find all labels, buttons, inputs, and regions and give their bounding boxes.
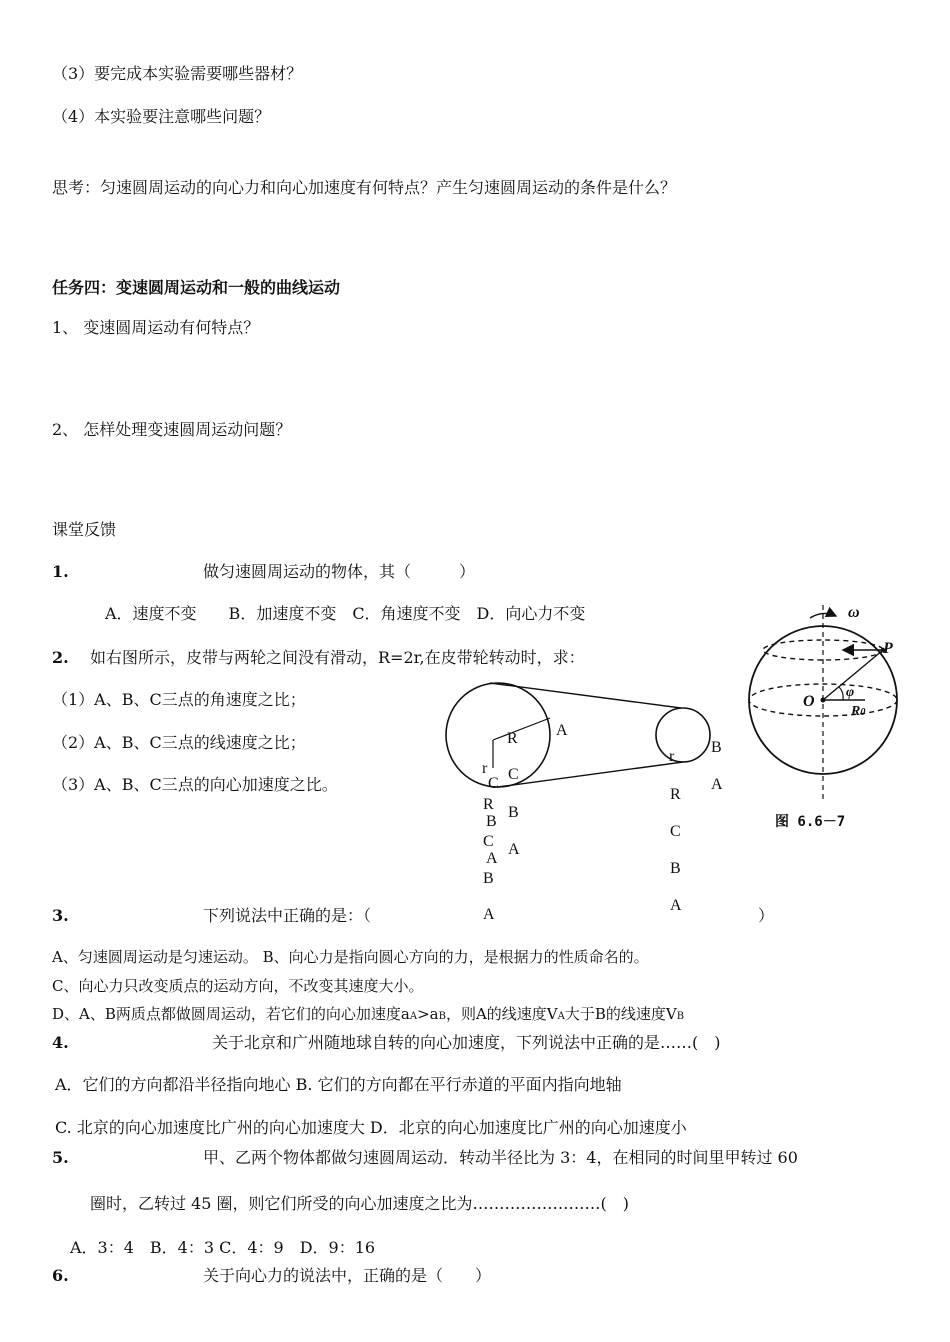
belt-top [490, 683, 681, 708]
task4-item-2: 2、 怎样处理变速圆周运动问题？ [52, 420, 292, 439]
problem-3-stem: 下列说法中正确的是：（ [203, 906, 372, 925]
belt-label-small-B: B [711, 739, 722, 756]
problem-1-stem: 做匀速圆周运动的物体，其（ ） [203, 562, 476, 581]
belt-label-r: r [482, 760, 488, 777]
belt-label-A: A [556, 722, 568, 739]
globe-caption: 图 6.6－7 [775, 814, 846, 830]
question-3: （3）要完成本实验需要哪些器材？ [52, 64, 303, 83]
problem-2-sub-2: （2）A、B、C三点的线速度之比； [52, 733, 306, 752]
belt-label-col2-A: A [670, 897, 682, 914]
problem-3-close: ） [758, 906, 775, 925]
problem-2-sub-1: （1）A、B、C三点的角速度之比； [52, 690, 306, 709]
globe-diagram [740, 600, 910, 800]
big-pulley [446, 683, 550, 787]
belt-label-col2-R: R [670, 786, 681, 803]
small-pulley [656, 708, 710, 762]
belt-label-B1: B [486, 813, 497, 830]
problem-6-number: 6. [52, 1266, 69, 1285]
problem-3-number: 3. [52, 906, 69, 925]
belt-bottom [498, 762, 683, 787]
problem-6-stem: 关于向心力的说法中，正确的是（ ） [203, 1266, 492, 1285]
globe-phi-label: φ [846, 685, 855, 700]
globe-omega-label: ω [848, 604, 860, 621]
belt-pulley-diagram [440, 680, 720, 800]
task4-item-1: 1、 变速圆周运动有何特点？ [52, 318, 260, 337]
problem-5-number: 5. [52, 1148, 69, 1167]
problem-5-stem: 甲、乙两个物体都做匀速圆周运动．转动半径比为 3：4，在相同的时间里甲转过 60 [203, 1148, 798, 1167]
belt-label-C2: C [483, 833, 494, 850]
problem-2-number: 2. [52, 648, 69, 667]
belt-label-A3: A [483, 906, 495, 923]
belt-label-C1: C [488, 775, 499, 792]
globe-O-label: O [803, 693, 815, 710]
belt-label-A1: A [486, 850, 498, 867]
belt-label-R2: R [483, 796, 494, 813]
problem-4-stem: 关于北京和广州随地球自转的向心加速度，下列说法中正确的是……( ) [212, 1033, 721, 1052]
problem-2-stem: 如右图所示，皮带与两轮之间没有滑动，R=2r,在皮带轮转动时，求： [90, 648, 585, 667]
problem-3-option-c: C、向心力只改变质点的运动方向，不改变其速度大小。 [52, 977, 424, 995]
task4-title: 任务四：变速圆周运动和一般的曲线运动 [52, 278, 341, 297]
problem-4-option-cd: C. 北京的向心加速度比广州的向心加速度大 D．北京的向心加速度比广州的向心加速度小 [55, 1118, 687, 1137]
belt-label-R: R [507, 730, 518, 747]
problem-5-stem-cont: 圈时，乙转过 45 圈，则它们所受的向心加速度之比为……………………( ) [90, 1194, 630, 1213]
big-radius-line [493, 718, 550, 740]
problem-2-sub-3: （3）A、B、C三点的向心加速度之比。 [52, 775, 338, 794]
problem-5-options: A．3：4 B．4：3 C．4：9 D．9：16 [70, 1238, 376, 1257]
question-4: （4）本实验要注意哪些问题？ [52, 107, 271, 126]
belt-label-A2: A [508, 841, 520, 858]
belt-label-C: C [508, 766, 519, 783]
problem-1-options: A．速度不变 B．加速度不变 C．角速度不变 D．向心力不变 [105, 604, 586, 623]
feedback-heading: 课堂反馈 [52, 520, 117, 539]
think-question: 思考：匀速圆周运动的向心力和向心加速度有何特点？产生匀速圆周运动的条件是什么？ [52, 178, 677, 197]
belt-label-col2-C: C [670, 823, 681, 840]
problem-4-number: 4. [52, 1033, 69, 1052]
problem-1-number: 1. [52, 562, 69, 581]
problem-4-option-ab: A．它们的方向都沿半径指向地心 B. 它们的方向都在平行赤道的平面内指向地轴 [55, 1075, 622, 1094]
belt-label-B2: B [508, 804, 519, 821]
belt-label-small-r: r [669, 748, 675, 765]
belt-label-col2-B: B [670, 860, 681, 877]
globe-P-label: P [883, 640, 893, 657]
globe-R0-label: R0 [851, 704, 866, 719]
belt-label-small-A: A [711, 776, 723, 793]
problem-3-option-ab: A、匀速圆周运动是匀速运动。 B、向心力是指向圆心方向的力，是根据力的性质命名的。 [52, 948, 649, 966]
belt-label-B3: B [483, 870, 494, 887]
problem-3-option-d: D、A、B两质点都做圆周运动，若它们的向心加速度aA>aB，则A的线速度VA大于B的线速度VB [52, 1005, 685, 1023]
